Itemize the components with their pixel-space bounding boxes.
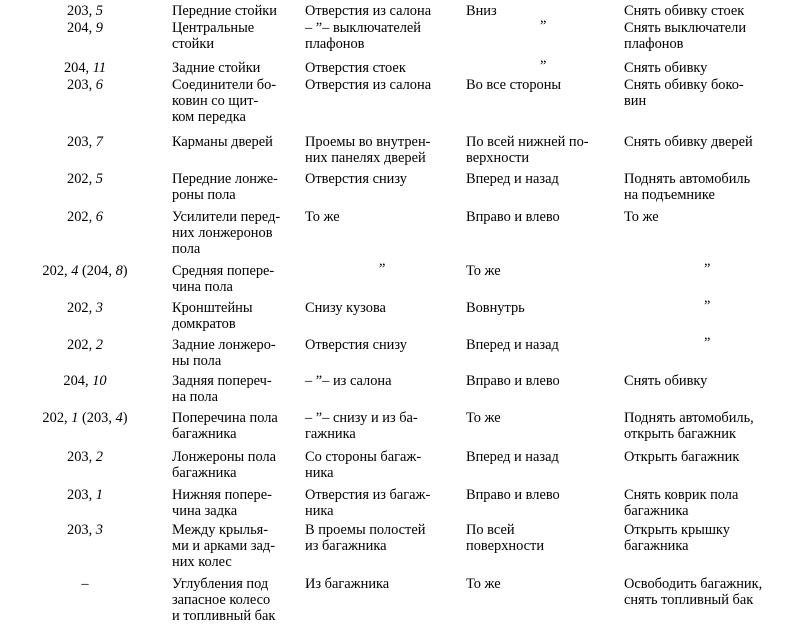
ditto-mark: ”	[704, 261, 711, 277]
cell-line: Снизу кузова	[305, 300, 386, 316]
cell-line: Нижняя попере-	[172, 487, 272, 503]
cell-line: Снять обивку	[624, 373, 708, 389]
cell-line: Средняя попере-	[172, 263, 275, 279]
direction-cell	[466, 300, 525, 316]
prep-cell	[624, 487, 738, 519]
access-cell	[305, 171, 407, 187]
cell-line: Вовнутрь	[466, 300, 525, 316]
direction-cell	[466, 171, 559, 187]
direction-cell	[466, 3, 497, 19]
figure-reference: 203, 6	[67, 77, 103, 93]
access-cell	[305, 576, 389, 592]
cell-line: Вправо и влево	[466, 209, 560, 225]
cell-line: на подъемнике	[624, 187, 715, 204]
access-cell	[305, 522, 425, 554]
cell-line: багажника	[172, 426, 237, 443]
access-cell	[305, 373, 392, 389]
place-cell	[172, 171, 278, 203]
prep-cell	[624, 20, 746, 52]
cell-line: багажника	[172, 465, 237, 482]
cell-line: Поперечина пола	[172, 410, 278, 426]
direction-cell	[466, 410, 501, 426]
cell-line: Со стороны багаж-	[305, 449, 422, 465]
place-cell	[172, 60, 260, 76]
place-cell	[172, 576, 275, 625]
cell-line: Вправо и влево	[466, 373, 560, 389]
cell-line: багажника	[624, 538, 689, 555]
access-cell	[305, 209, 340, 225]
access-cell	[305, 410, 418, 442]
cell-line: Усилители перед-	[172, 209, 281, 225]
cell-line: запасное колесо	[172, 592, 271, 609]
direction-cell	[466, 77, 561, 93]
cell-line: – ”– из салона	[305, 373, 392, 389]
cell-line: и топливный бак	[172, 608, 276, 625]
table-row	[0, 171, 800, 204]
place-cell	[172, 487, 272, 519]
table-row	[0, 449, 800, 482]
cell-line: домкратов	[172, 316, 236, 333]
ditto-mark: ”	[540, 18, 547, 34]
cell-line: ника	[305, 465, 334, 482]
place-cell	[172, 522, 275, 571]
cell-line: То же	[466, 263, 501, 279]
cell-line: ковин со щит-	[172, 93, 259, 110]
access-cell	[305, 487, 430, 519]
cell-line: снять топливный бак	[624, 592, 754, 609]
cell-line: Кронштейны	[172, 300, 253, 316]
cell-line: поверхности	[466, 538, 545, 555]
figure-reference: –	[81, 576, 89, 592]
cell-line: ми и арками зад-	[172, 538, 276, 555]
place-cell	[172, 449, 276, 481]
cell-line: Вперед и назад	[466, 171, 559, 187]
table-row	[0, 261, 800, 296]
cell-line: них колес	[172, 554, 232, 571]
place-cell	[172, 410, 278, 442]
cell-line: Задняя попереч-	[172, 373, 272, 389]
cell-line: из багажника	[305, 538, 387, 555]
direction-cell	[466, 522, 544, 554]
table-row	[0, 298, 800, 333]
cell-line: открыть багажник	[624, 426, 736, 443]
access-cell	[305, 20, 421, 52]
cell-line: Между крылья-	[172, 522, 269, 538]
cell-line: Открыть багажник	[624, 449, 740, 465]
access-cell	[305, 449, 421, 481]
access-cell	[305, 60, 406, 76]
figure-reference: 204, 10	[63, 373, 107, 389]
cell-line: Снять обивку	[624, 60, 708, 76]
cell-line: – ”– выключателей	[305, 20, 422, 36]
access-cell	[305, 3, 431, 19]
table-row	[0, 410, 800, 443]
figure-reference: 202, 1 (203, 4)	[42, 410, 128, 426]
cell-line: То же	[624, 209, 659, 225]
place-cell	[172, 263, 274, 295]
cell-line: чина пола	[172, 279, 233, 296]
direction-cell	[466, 209, 560, 225]
cell-line: – ”– снизу и из ба-	[305, 410, 418, 426]
cell-line: Карманы дверей	[172, 134, 273, 150]
direction-cell	[466, 487, 560, 503]
prep-cell	[624, 60, 707, 76]
access-cell	[305, 77, 431, 93]
direction-cell	[466, 373, 560, 389]
cell-line: плафонов	[624, 36, 684, 53]
figure-reference: 202, 5	[67, 171, 103, 187]
cell-line: Из багажника	[305, 576, 390, 592]
cell-line: Поднять автомобиль,	[624, 410, 754, 426]
table-row	[0, 209, 800, 258]
cell-line: Поднять автомобиль	[624, 171, 751, 187]
access-cell	[305, 134, 430, 166]
figure-reference: 202, 3	[67, 300, 103, 316]
access-cell	[305, 337, 407, 353]
cell-line: ника	[305, 503, 334, 520]
table-row	[0, 77, 800, 126]
cell-line: верхности	[466, 150, 530, 167]
cell-line: Передние лонже-	[172, 171, 278, 187]
cell-line: вин	[624, 93, 647, 110]
table-row	[0, 487, 800, 520]
cell-line: Вперед и назад	[466, 449, 559, 465]
cell-line: них лонжеронов	[172, 225, 273, 242]
cell-line: Углубления под	[172, 576, 269, 592]
cell-line: Отверстия из багаж-	[305, 487, 431, 503]
cell-line: По всей	[466, 522, 515, 538]
cell-line: По всей нижней по-	[466, 134, 589, 150]
access-cell	[305, 300, 386, 316]
direction-cell	[466, 263, 501, 279]
table-row	[0, 18, 800, 53]
ditto-mark: ”	[704, 335, 711, 351]
cell-line: То же	[305, 209, 340, 225]
cell-line: ны пола	[172, 353, 222, 370]
cell-line: Задние стойки	[172, 60, 261, 76]
cell-line: Отверстия снизу	[305, 171, 407, 187]
place-cell	[172, 3, 277, 19]
cell-line: Отверстия снизу	[305, 337, 407, 353]
place-cell	[172, 134, 273, 150]
cell-line: пола	[172, 241, 201, 258]
prep-cell	[624, 134, 753, 150]
cell-line: Центральные	[172, 20, 255, 36]
ditto-mark: ”	[379, 261, 386, 277]
cell-line: роны пола	[172, 187, 236, 204]
cell-line: Снять обивку стоек	[624, 3, 745, 19]
cell-line: Лонжероны пола	[172, 449, 277, 465]
cell-line: багажника	[624, 503, 689, 520]
table-row	[0, 3, 800, 19]
table-row	[0, 373, 800, 406]
cell-line: Отверстия из салона	[305, 77, 432, 93]
table-row	[0, 522, 800, 571]
direction-cell	[466, 576, 501, 592]
place-cell	[172, 300, 253, 332]
figure-reference: 202, 6	[67, 209, 103, 225]
prep-cell	[624, 410, 754, 442]
ditto-mark: ”	[704, 298, 711, 314]
cell-line: Проемы во внутрен-	[305, 134, 431, 150]
cell-line: плафонов	[305, 36, 365, 53]
cell-line: стойки	[172, 36, 215, 53]
cell-line: ком передка	[172, 109, 246, 126]
cell-line: Отверстия стоек	[305, 60, 406, 76]
table-row	[0, 134, 800, 167]
direction-cell	[466, 337, 559, 353]
direction-cell	[466, 449, 559, 465]
cell-line: То же	[466, 576, 501, 592]
place-cell	[172, 209, 280, 258]
cell-line: Вперед и назад	[466, 337, 559, 353]
table-row	[0, 335, 800, 370]
cell-line: Снять выключатели	[624, 20, 747, 36]
figure-reference: 203, 1	[67, 487, 103, 503]
prep-cell	[624, 209, 659, 225]
prep-cell	[624, 77, 744, 109]
figure-reference: 202, 2	[67, 337, 103, 353]
cell-line: Передние стойки	[172, 3, 277, 19]
cell-line: То же	[466, 410, 501, 426]
direction-cell	[466, 134, 589, 166]
cell-line: гажника	[305, 426, 356, 443]
prep-cell	[624, 373, 707, 389]
cell-line: Отверстия из салона	[305, 3, 432, 19]
cell-line: Задние лонжеро-	[172, 337, 276, 353]
cell-line: Освободить багажник,	[624, 576, 763, 592]
prep-cell	[624, 576, 762, 608]
figure-reference: 203, 5	[67, 3, 103, 19]
place-cell	[172, 20, 254, 52]
prep-cell	[624, 449, 739, 465]
cell-line: них панелях дверей	[305, 150, 426, 167]
place-cell	[172, 77, 276, 126]
table-row	[0, 60, 800, 76]
cell-line: на пола	[172, 389, 218, 406]
figure-reference: 202, 4 (204, 8)	[42, 263, 128, 279]
cell-line: Открыть крышку	[624, 522, 730, 538]
figure-reference: 203, 7	[67, 134, 103, 150]
figure-reference: 203, 3	[67, 522, 103, 538]
prep-cell	[624, 171, 750, 203]
figure-reference: 204, 11	[63, 60, 107, 76]
figure-reference: 203, 2	[67, 449, 103, 465]
place-cell	[172, 373, 272, 405]
table-row	[0, 576, 800, 625]
cell-line: Вниз	[466, 3, 497, 19]
cell-line: Снять коврик пола	[624, 487, 739, 503]
cell-line: чина задка	[172, 503, 238, 520]
cell-line: Снять обивку боко-	[624, 77, 744, 93]
ditto-mark: ”	[540, 58, 547, 74]
prep-cell	[624, 522, 730, 554]
cell-line: Вправо и влево	[466, 487, 560, 503]
place-cell	[172, 337, 276, 369]
prep-cell	[624, 3, 744, 19]
cell-line: Во все стороны	[466, 77, 562, 93]
cell-line: Соединители бо-	[172, 77, 277, 93]
cell-line: Снять обивку дверей	[624, 134, 753, 150]
cell-line: В проемы полостей	[305, 522, 426, 538]
figure-reference: 204, 9	[67, 20, 103, 36]
